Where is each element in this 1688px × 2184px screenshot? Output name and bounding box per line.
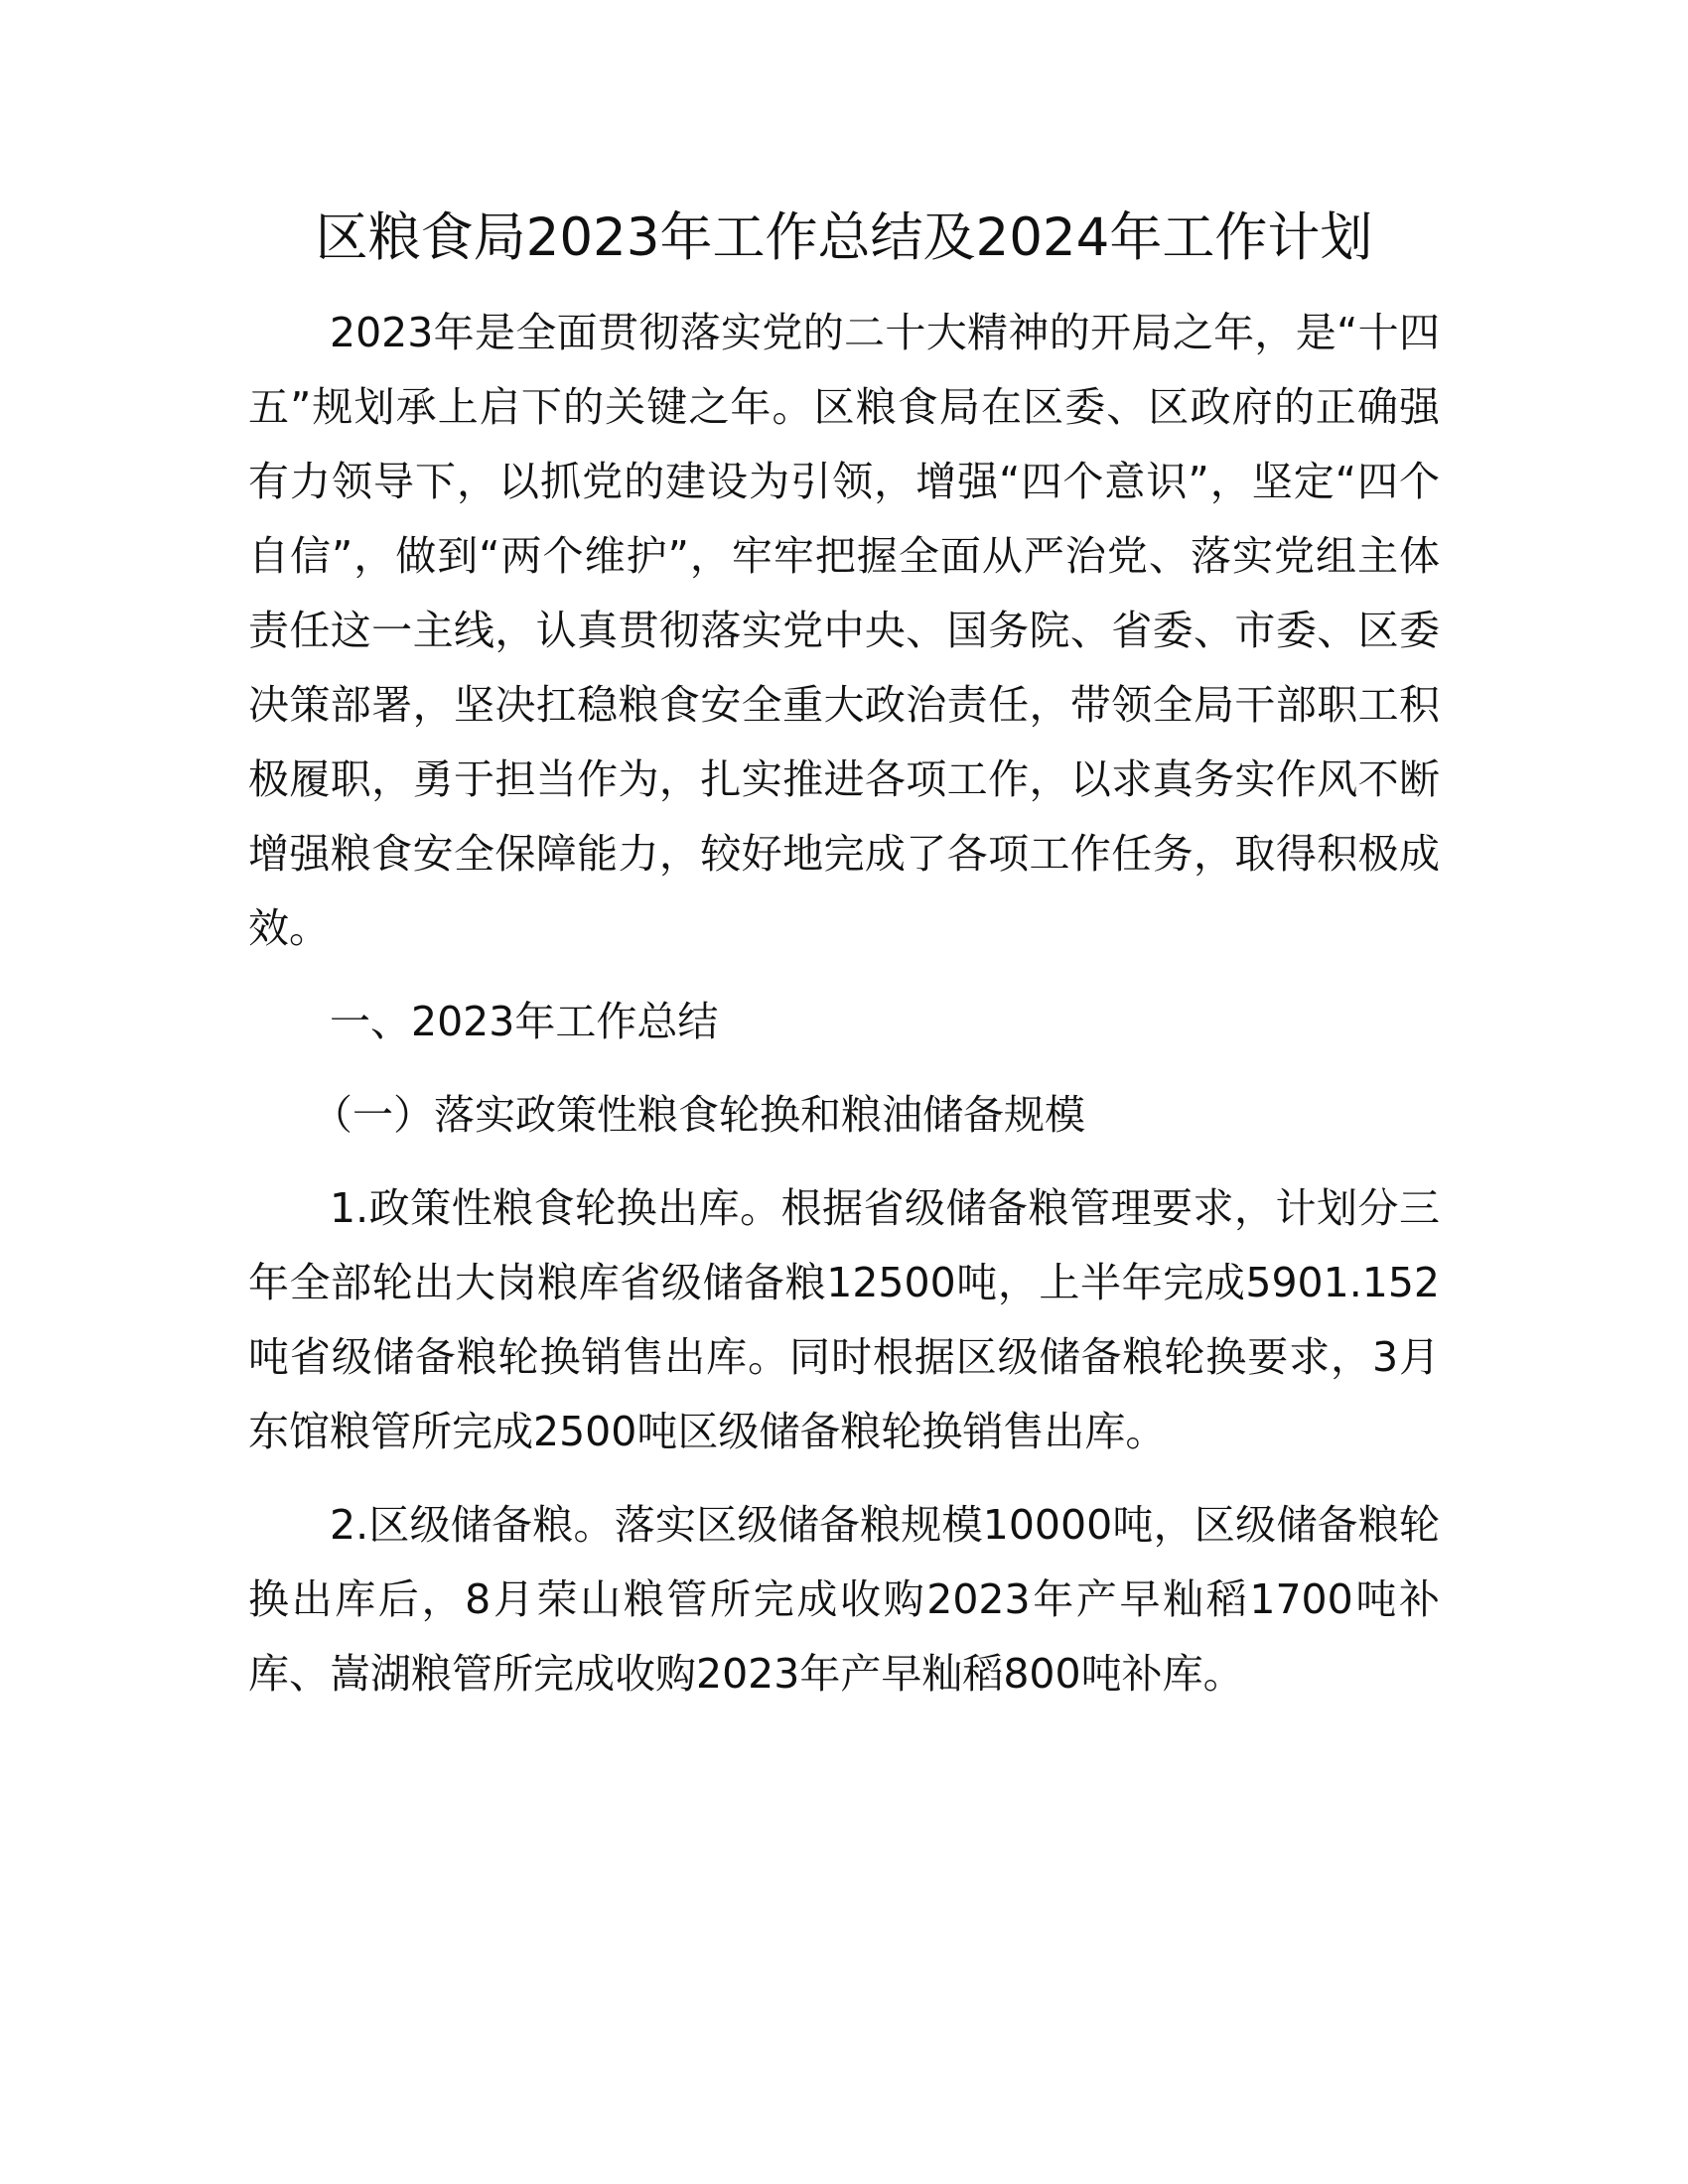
subsection-heading-grain-rotation: （一）落实政策性粮食轮换和粮油储备规模 (312, 1091, 1085, 1139)
paragraph-item-2: 2.区级储备粮。落实区级储备粮规模10000吨，区级储备粮轮换出库后，8月荣山粮管所完成收购2023年产早籼稻1700吨补库、嵩湖粮管所完成收购2023年产早籼稻800吨补库。 (248, 1501, 1440, 1698)
document-title: 区粮食局2023年工作总结及2024年工作计划 (315, 207, 1373, 268)
document-body (248, 296, 1440, 1711)
paragraph-item-1: 1.政策性粮食轮换出库。根据省级储备粮管理要求，计划分三年全部轮出大岗粮库省级储备粮12500吨，上半年完成5901.152吨省级储备粮轮换销售出库。同时根据区级储备粮轮换要求，3月东馆粮管所完成2500吨区级储备粮轮换销售出库。 (248, 1184, 1440, 1455)
intro-paragraph: 2023年是全面贯彻落实党的二十大精神的开局之年，是“十四五”规划承上启下的关键之年。区粮食局在区委、区政府的正确强有力领导下，以抓党的建设为引领，增强“四个意识”，坚定“四个自信”，做到“两个维护”，牢牢把握全面从严治党、落实党组主体责任这一主线，认真贯彻落实党中央、国务院、省委、市委、区委决策部署，坚决扛稳粮食安全重大政治责任，带领全局干部职工积极履职，勇于担当作为，扎实推进各项工作，以求真务实作风不断增强粮食安全保障能力，较好地完成了各项工作任务，取得积极成效。 (248, 309, 1440, 952)
section-heading-work-summary: 一、2023年工作总结 (330, 998, 719, 1045)
